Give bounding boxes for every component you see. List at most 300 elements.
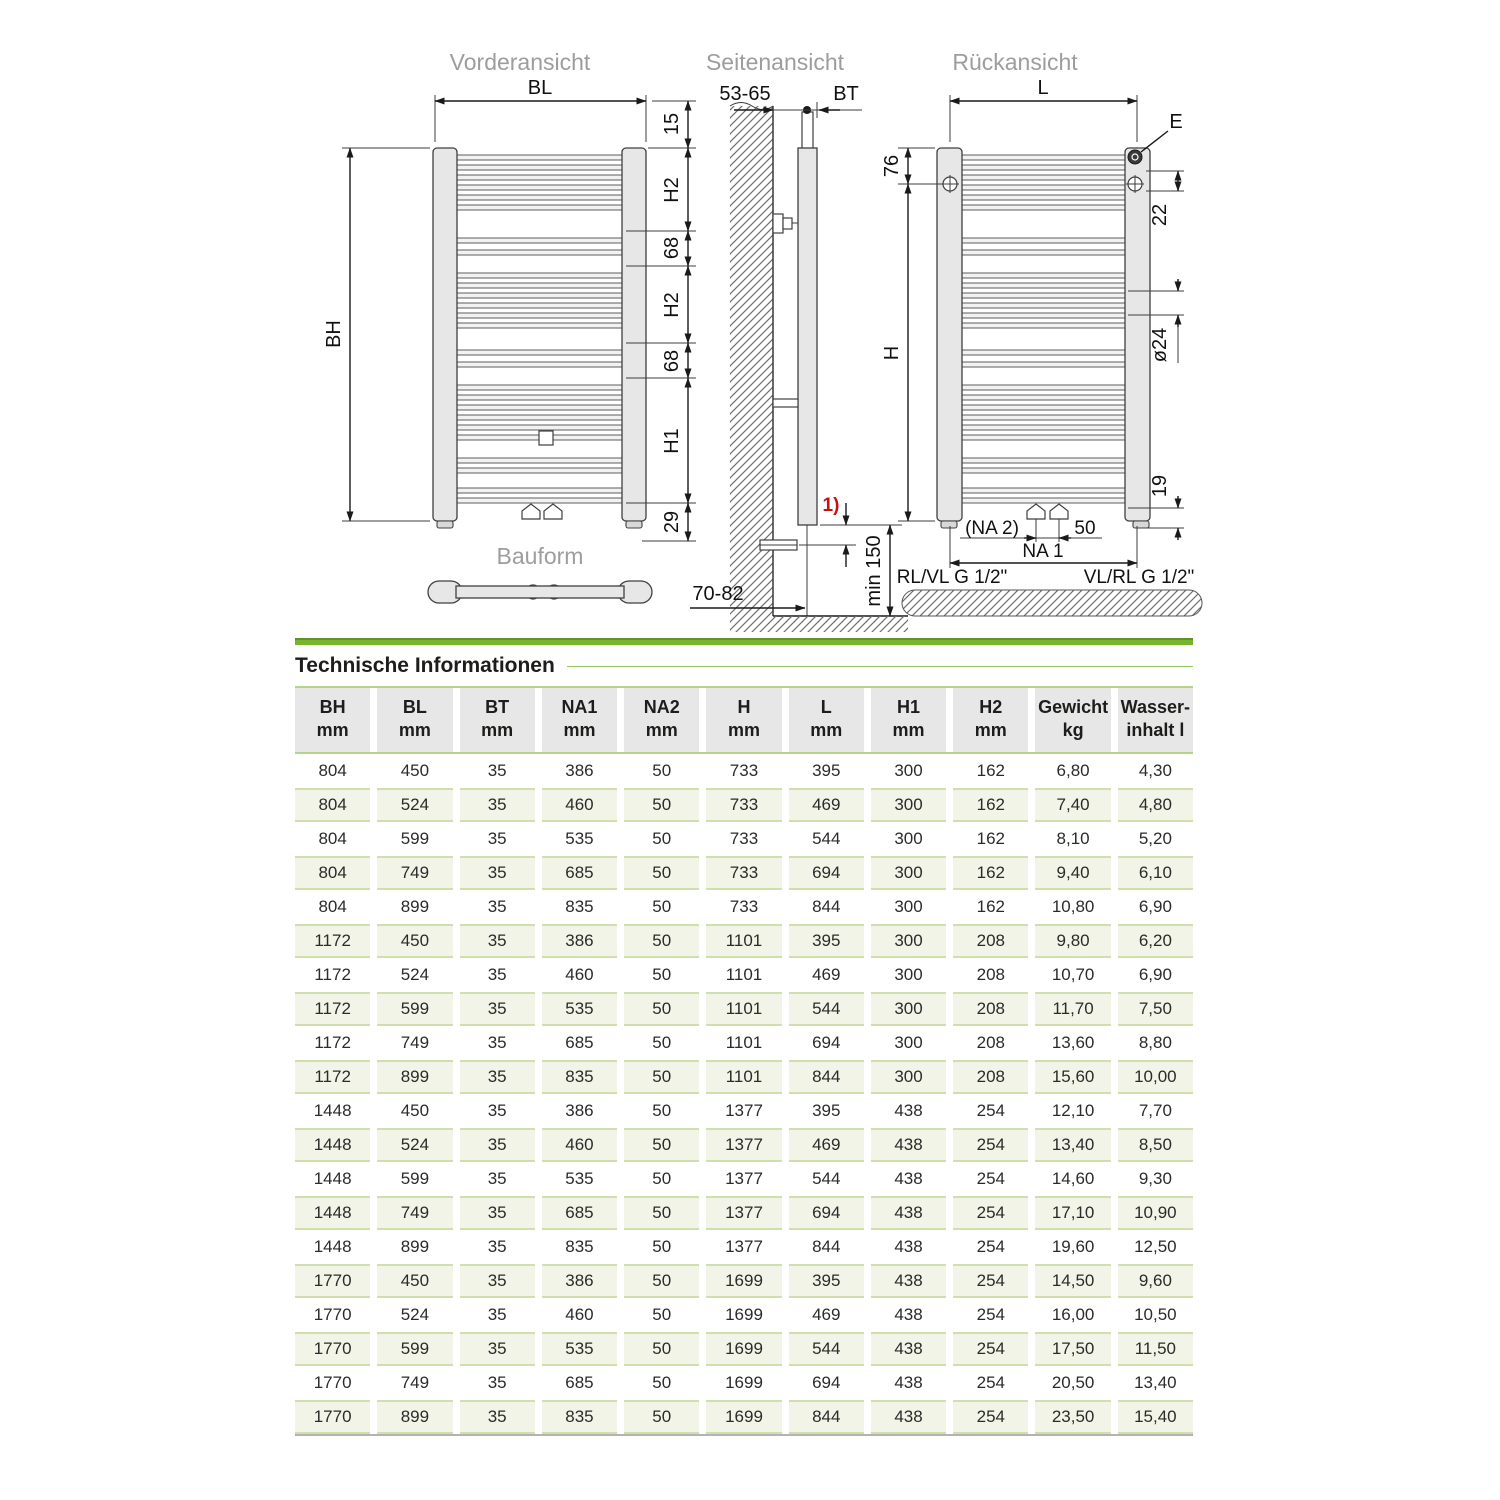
table-cell: 804 bbox=[318, 897, 347, 916]
radiator-rung bbox=[962, 303, 1125, 308]
table-cell: 535 bbox=[542, 992, 617, 1026]
table-row bbox=[295, 822, 1193, 856]
table-cell: 300 bbox=[871, 924, 946, 958]
table-cell: 35 bbox=[487, 1305, 507, 1324]
radiator-rung bbox=[962, 468, 1125, 473]
table-cell: 460 bbox=[565, 1305, 594, 1324]
table-cell: 835 bbox=[565, 1237, 594, 1256]
bauform-label: Bauform bbox=[496, 543, 584, 569]
table-cell: 254 bbox=[976, 1237, 1005, 1256]
floor-hatch bbox=[730, 616, 908, 632]
table-cell: 254 bbox=[953, 1196, 1028, 1230]
wall-bracket bbox=[773, 399, 798, 407]
table-cell: 1101 bbox=[706, 992, 781, 1026]
dim-label-na1: NA 1 bbox=[1022, 541, 1064, 562]
radiator-rung bbox=[457, 458, 622, 463]
radiator-rung bbox=[457, 250, 622, 255]
label-e: E bbox=[1169, 111, 1183, 133]
table-row bbox=[295, 1094, 1193, 1128]
table-cell: 50 bbox=[624, 856, 699, 890]
column-header: BL mm bbox=[377, 688, 452, 752]
front-view bbox=[323, 49, 696, 603]
table-cell: 469 bbox=[789, 1128, 864, 1162]
table-cell: 386 bbox=[565, 761, 594, 780]
table-cell: 162 bbox=[953, 788, 1028, 822]
dim-label-l: L bbox=[1037, 77, 1049, 99]
table-cell: 35 bbox=[460, 856, 535, 890]
side-view-title: Seitenansicht bbox=[705, 49, 845, 75]
radiator-rung bbox=[457, 175, 622, 180]
valve-fitting-nut bbox=[783, 218, 792, 229]
table-cell: 450 bbox=[377, 1264, 452, 1298]
radiator-rung bbox=[962, 498, 1125, 503]
radiator-rung bbox=[962, 415, 1125, 420]
table-cell: 835 bbox=[565, 897, 594, 916]
table-cell: 254 bbox=[953, 1400, 1028, 1434]
connection-stub bbox=[522, 504, 540, 519]
table-cell: 599 bbox=[377, 992, 452, 1026]
table-cell: 1448 bbox=[313, 1237, 352, 1256]
table-cell: 6,90 bbox=[1138, 897, 1172, 916]
rear-view-title: Rückansicht bbox=[952, 49, 1078, 75]
table-cell: 50 bbox=[624, 924, 699, 958]
radiator-rung bbox=[457, 293, 622, 298]
table-cell: 208 bbox=[953, 992, 1028, 1026]
table-cell: 35 bbox=[460, 1128, 535, 1162]
dim-label-na2: (NA 2) bbox=[965, 518, 1019, 539]
radiator-rung bbox=[457, 385, 622, 390]
radiator-rung bbox=[962, 155, 1125, 160]
connection-label-left: RL/VL G 1/2" bbox=[896, 567, 1008, 588]
table-cell: 733 bbox=[729, 897, 759, 916]
dim-label-h2-upper: H2 bbox=[661, 177, 683, 203]
table-cell: 35 bbox=[487, 1169, 507, 1188]
table-cell: 395 bbox=[789, 1264, 864, 1298]
table-cell: 50 bbox=[652, 829, 672, 848]
column-header: L mm bbox=[789, 688, 864, 752]
table-cell: 544 bbox=[789, 992, 864, 1026]
table-cell: 35 bbox=[487, 897, 507, 916]
table-cell: 524 bbox=[400, 965, 430, 984]
radiator-rung bbox=[962, 250, 1125, 255]
table-cell: 733 bbox=[706, 856, 781, 890]
side-radiator-profile bbox=[798, 148, 817, 525]
side-view bbox=[690, 49, 908, 632]
column-header: Wasser- inhalt l bbox=[1118, 688, 1193, 752]
table-row bbox=[295, 1196, 1193, 1230]
table-cell: 35 bbox=[487, 1373, 507, 1392]
table-cell: 438 bbox=[871, 1264, 946, 1298]
table-cell: 35 bbox=[487, 761, 507, 780]
table-cell: 438 bbox=[894, 1169, 923, 1188]
table-cell: 14,50 bbox=[1035, 1264, 1110, 1298]
table-cell: 469 bbox=[789, 788, 864, 822]
dim-label-15: 15 bbox=[661, 112, 683, 136]
table-cell: 50 bbox=[652, 965, 672, 984]
radiator-rung bbox=[457, 362, 622, 367]
radiator-rung bbox=[457, 185, 622, 190]
title-rule bbox=[567, 666, 1193, 667]
table-cell: 1172 bbox=[295, 992, 370, 1026]
table-row bbox=[295, 958, 1193, 992]
table-row bbox=[295, 1230, 1193, 1264]
radiator-rung bbox=[457, 313, 622, 318]
rear-right-foot bbox=[1133, 521, 1149, 528]
table-cell: 1448 bbox=[295, 1128, 370, 1162]
table-cell: 8,50 bbox=[1118, 1128, 1193, 1162]
front-right-tube bbox=[622, 148, 646, 521]
table-cell: 35 bbox=[460, 992, 535, 1026]
radiator-rung bbox=[457, 273, 622, 278]
radiator-rung bbox=[962, 165, 1125, 170]
radiator-rung bbox=[457, 195, 622, 200]
table-cell: 1699 bbox=[706, 1264, 781, 1298]
table-row bbox=[295, 992, 1193, 1026]
table-cell: 749 bbox=[377, 1196, 452, 1230]
table-cell: 544 bbox=[789, 1332, 864, 1366]
table-cell: 6,20 bbox=[1118, 924, 1193, 958]
table-cell: 694 bbox=[789, 856, 864, 890]
table-cell: 35 bbox=[460, 924, 535, 958]
table-cell: 208 bbox=[953, 924, 1028, 958]
table-cell: 438 bbox=[894, 1237, 923, 1256]
table-cell: 254 bbox=[976, 1101, 1005, 1120]
table-cell: 208 bbox=[976, 965, 1005, 984]
table-cell: 50 bbox=[652, 1373, 672, 1392]
dim-label-50: 50 bbox=[1074, 518, 1096, 539]
table-cell: 254 bbox=[976, 1169, 1005, 1188]
table-cell: 749 bbox=[377, 856, 452, 890]
dim-label-dia24: ø24 bbox=[1149, 327, 1171, 363]
table-cell: 17,10 bbox=[1035, 1196, 1110, 1230]
table-cell: 1770 bbox=[313, 1305, 352, 1324]
table-cell: 450 bbox=[400, 1101, 430, 1120]
radiator-rung bbox=[457, 205, 622, 210]
table-cell: 386 bbox=[542, 924, 617, 958]
table-cell: 899 bbox=[400, 1237, 430, 1256]
electric-cartridge-position bbox=[1128, 150, 1142, 164]
table-cell: 804 bbox=[318, 829, 347, 848]
table-cell: 35 bbox=[487, 829, 507, 848]
connection-stub bbox=[1050, 504, 1068, 519]
table-cell: 35 bbox=[460, 1196, 535, 1230]
table-cell: 1377 bbox=[725, 1169, 763, 1188]
table-cell: 12,10 bbox=[1051, 1101, 1095, 1120]
dim-label-bh: BH bbox=[323, 320, 345, 348]
table-cell: 395 bbox=[789, 924, 864, 958]
table-row bbox=[295, 1298, 1193, 1332]
table-cell: 254 bbox=[953, 1264, 1028, 1298]
table-cell: 733 bbox=[729, 829, 759, 848]
table-cell: 694 bbox=[812, 1033, 841, 1052]
radiator-rung bbox=[457, 498, 622, 503]
footnote-marker: 1) bbox=[822, 495, 840, 516]
table-cell: 450 bbox=[400, 761, 430, 780]
vent-plug bbox=[539, 431, 553, 445]
table-cell: 1699 bbox=[706, 1400, 781, 1434]
table-cell: 733 bbox=[729, 761, 759, 780]
table-cell: 1101 bbox=[725, 1033, 763, 1052]
table-cell: 1377 bbox=[706, 1196, 781, 1230]
table-cell: 50 bbox=[652, 897, 672, 916]
radiator-rung bbox=[457, 425, 622, 430]
table-row bbox=[295, 924, 1193, 958]
radiator-rung bbox=[457, 155, 622, 160]
table-cell: 685 bbox=[542, 856, 617, 890]
table-cell: 460 bbox=[565, 965, 594, 984]
table-cell: 300 bbox=[894, 1033, 923, 1052]
table-cell: 9,60 bbox=[1118, 1264, 1193, 1298]
valve-fitting bbox=[773, 214, 783, 233]
column-header: H2 mm bbox=[953, 688, 1028, 752]
table-cell: 300 bbox=[894, 829, 923, 848]
riser-pipe bbox=[802, 112, 813, 150]
table-cell: 438 bbox=[871, 1196, 946, 1230]
table-cell: 15,40 bbox=[1118, 1400, 1193, 1434]
radiator-rung bbox=[457, 283, 622, 288]
connection-stub bbox=[1027, 504, 1045, 519]
table-cell: 844 bbox=[812, 897, 841, 916]
table-cell: 50 bbox=[652, 1101, 672, 1120]
table-cell: 1377 bbox=[725, 1101, 763, 1120]
table-cell: 1699 bbox=[725, 1305, 763, 1324]
floor-hatch bbox=[902, 590, 1202, 616]
table-cell: 50 bbox=[652, 1033, 672, 1052]
table-cell: 685 bbox=[565, 1033, 594, 1052]
radiator-rung bbox=[457, 405, 622, 410]
table-cell: 1770 bbox=[313, 1373, 352, 1392]
table-cell: 438 bbox=[894, 1101, 923, 1120]
table-row bbox=[295, 1128, 1193, 1162]
dim-label-22: 22 bbox=[1149, 203, 1171, 227]
table-cell: 10,90 bbox=[1118, 1196, 1193, 1230]
table-cell: 11,70 bbox=[1035, 992, 1110, 1026]
radiator-rung bbox=[962, 488, 1125, 493]
table-cell: 438 bbox=[871, 1400, 946, 1434]
table-cell: 1377 bbox=[706, 1128, 781, 1162]
column-header: BH mm bbox=[295, 688, 370, 752]
table-cell: 50 bbox=[624, 1128, 699, 1162]
section-title-row bbox=[295, 654, 1193, 678]
table-cell: 899 bbox=[377, 1400, 452, 1434]
radiator-rung bbox=[962, 350, 1125, 355]
table-cell: 1770 bbox=[295, 1332, 370, 1366]
radiator-rung bbox=[962, 362, 1125, 367]
table-cell: 9,30 bbox=[1138, 1169, 1172, 1188]
table-bottom-rule bbox=[295, 1434, 1193, 1436]
table-cell: 1101 bbox=[706, 1060, 781, 1094]
column-header: NA2 mm bbox=[624, 688, 699, 752]
table-cell: 804 bbox=[318, 761, 347, 780]
table-cell: 469 bbox=[812, 1305, 841, 1324]
table-cell: 685 bbox=[542, 1196, 617, 1230]
radiator-rung bbox=[962, 175, 1125, 180]
table-cell: 386 bbox=[565, 1101, 594, 1120]
table-cell: 35 bbox=[487, 1237, 507, 1256]
table-cell: 450 bbox=[377, 924, 452, 958]
radiator-rung bbox=[962, 238, 1125, 243]
rear-right-tube bbox=[1125, 148, 1150, 521]
table-cell: 19,60 bbox=[1051, 1237, 1095, 1256]
table-cell: 50 bbox=[624, 1332, 699, 1366]
table-cell: 524 bbox=[377, 1128, 452, 1162]
front-left-foot bbox=[437, 521, 453, 528]
table-cell: 13,40 bbox=[1134, 1373, 1177, 1392]
table-cell: 15,60 bbox=[1035, 1060, 1110, 1094]
table-header bbox=[295, 686, 1193, 754]
table-cell: 50 bbox=[624, 788, 699, 822]
table-row bbox=[295, 1026, 1193, 1060]
table-cell: 395 bbox=[812, 761, 841, 780]
table-cell: 1699 bbox=[706, 1332, 781, 1366]
dim-label-h1: H1 bbox=[661, 428, 683, 454]
dim-label-29: 29 bbox=[661, 510, 683, 534]
radiator-rung bbox=[457, 488, 622, 493]
table-cell: 844 bbox=[789, 1400, 864, 1434]
section-title: Technische Informationen bbox=[295, 654, 555, 677]
table-row bbox=[295, 788, 1193, 822]
radiator-rung bbox=[457, 238, 622, 243]
table-cell: 254 bbox=[953, 1128, 1028, 1162]
table-cell: 10,00 bbox=[1118, 1060, 1193, 1094]
table-cell: 535 bbox=[565, 1169, 594, 1188]
table-cell: 4,30 bbox=[1138, 761, 1172, 780]
table-cell: 13,60 bbox=[1051, 1033, 1095, 1052]
table-cell: 11,50 bbox=[1118, 1332, 1193, 1366]
table-cell: 694 bbox=[812, 1373, 841, 1392]
table-cell: 535 bbox=[542, 1332, 617, 1366]
column-header: H mm bbox=[706, 688, 781, 752]
dim-label-76: 76 bbox=[881, 154, 903, 178]
radiator-rung bbox=[962, 195, 1125, 200]
column-header: H1 mm bbox=[871, 688, 946, 752]
table-cell: 899 bbox=[377, 1060, 452, 1094]
table-cell: 1101 bbox=[725, 965, 763, 984]
table-cell: 300 bbox=[894, 761, 923, 780]
table-row bbox=[295, 1332, 1193, 1366]
table-cell: 50 bbox=[652, 761, 672, 780]
table-cell: 6,80 bbox=[1056, 761, 1090, 780]
rear-view bbox=[881, 49, 1202, 616]
table-cell: 544 bbox=[812, 1169, 841, 1188]
dim-label-h: H bbox=[881, 345, 903, 361]
front-right-foot bbox=[626, 521, 642, 528]
table-cell: 162 bbox=[976, 829, 1005, 848]
table-cell: 395 bbox=[812, 1101, 841, 1120]
table-cell: 1770 bbox=[295, 1264, 370, 1298]
radiator-rung bbox=[962, 458, 1125, 463]
table-cell: 162 bbox=[976, 761, 1005, 780]
rear-rungs bbox=[962, 155, 1125, 503]
table-cell: 35 bbox=[460, 1332, 535, 1366]
table-cell: 1172 bbox=[314, 965, 351, 984]
table-cell: 20,50 bbox=[1051, 1373, 1095, 1392]
table-cell: 438 bbox=[894, 1305, 923, 1324]
table-cell: 17,50 bbox=[1035, 1332, 1110, 1366]
table-cell: 254 bbox=[976, 1305, 1005, 1324]
table-cell: 524 bbox=[400, 1305, 430, 1324]
radiator-rung bbox=[962, 405, 1125, 410]
table-cell: 804 bbox=[295, 788, 370, 822]
table-cell: 4,80 bbox=[1118, 788, 1193, 822]
technical-info-section bbox=[295, 638, 1193, 1436]
table-cell: 6,10 bbox=[1118, 856, 1193, 890]
table-cell: 35 bbox=[460, 1264, 535, 1298]
table-cell: 524 bbox=[377, 788, 452, 822]
dim-label-h2-lower: H2 bbox=[661, 292, 683, 318]
table-row bbox=[295, 1264, 1193, 1298]
table-cell: 10,50 bbox=[1134, 1305, 1177, 1324]
dim-label-68-upper: 68 bbox=[661, 236, 683, 260]
table-cell: 300 bbox=[894, 897, 923, 916]
table-cell: 35 bbox=[460, 1400, 535, 1434]
connection-stub bbox=[544, 504, 562, 519]
dim-label-bl: BL bbox=[527, 77, 553, 99]
dim-label-68-lower: 68 bbox=[661, 349, 683, 373]
table-cell: 35 bbox=[460, 1060, 535, 1094]
table-cell: 35 bbox=[487, 1101, 507, 1120]
radiator-rung bbox=[457, 303, 622, 308]
table-cell: 7,70 bbox=[1138, 1101, 1172, 1120]
table-cell: 1448 bbox=[313, 1169, 352, 1188]
table-cell: 50 bbox=[624, 1400, 699, 1434]
table-cell: 5,20 bbox=[1138, 829, 1172, 848]
table-cell: 50 bbox=[652, 1237, 672, 1256]
table-cell: 6,90 bbox=[1138, 965, 1172, 984]
table-cell: 8,10 bbox=[1056, 829, 1090, 848]
dim-label-19: 19 bbox=[1149, 474, 1171, 498]
table-cell: 749 bbox=[400, 1033, 430, 1052]
table-cell: 535 bbox=[565, 829, 594, 848]
radiator-rung bbox=[962, 385, 1125, 390]
table-cell: 460 bbox=[542, 1128, 617, 1162]
table-cell: 599 bbox=[400, 1169, 430, 1188]
table-cell: 50 bbox=[652, 1305, 672, 1324]
front-view-title: Vorderansicht bbox=[449, 49, 591, 75]
table-cell: 9,80 bbox=[1035, 924, 1110, 958]
table-cell: 1448 bbox=[313, 1101, 352, 1120]
table-cell: 1770 bbox=[295, 1400, 370, 1434]
bauform-top-view bbox=[428, 581, 652, 603]
table-cell: 804 bbox=[295, 856, 370, 890]
front-left-tube bbox=[433, 148, 457, 521]
accent-bar bbox=[295, 638, 1193, 645]
table-cell: 460 bbox=[542, 788, 617, 822]
table-cell: 7,50 bbox=[1118, 992, 1193, 1026]
radiator-rung bbox=[962, 273, 1125, 278]
dim-label-min150: min 150 bbox=[863, 535, 885, 607]
table-cell: 599 bbox=[377, 1332, 452, 1366]
table-cell: 8,80 bbox=[1138, 1033, 1172, 1052]
table-cell: 899 bbox=[400, 897, 430, 916]
table-cell: 10,70 bbox=[1051, 965, 1095, 984]
connection-label-right: VL/RL G 1/2" bbox=[1083, 567, 1195, 588]
radiator-rung bbox=[962, 323, 1125, 328]
table-cell: 749 bbox=[400, 1373, 430, 1392]
rear-left-tube bbox=[937, 148, 962, 521]
table-cell: 208 bbox=[976, 1033, 1005, 1052]
table-cell: 50 bbox=[624, 1060, 699, 1094]
table-row bbox=[295, 1162, 1193, 1196]
table-cell: 14,60 bbox=[1051, 1169, 1095, 1188]
table-cell: 162 bbox=[953, 856, 1028, 890]
table-cell: 544 bbox=[812, 829, 841, 848]
radiator-rung bbox=[962, 283, 1125, 288]
table-cell: 1699 bbox=[725, 1373, 763, 1392]
table-cell: 835 bbox=[542, 1060, 617, 1094]
table-cell: 733 bbox=[706, 788, 781, 822]
radiator-rung bbox=[962, 293, 1125, 298]
